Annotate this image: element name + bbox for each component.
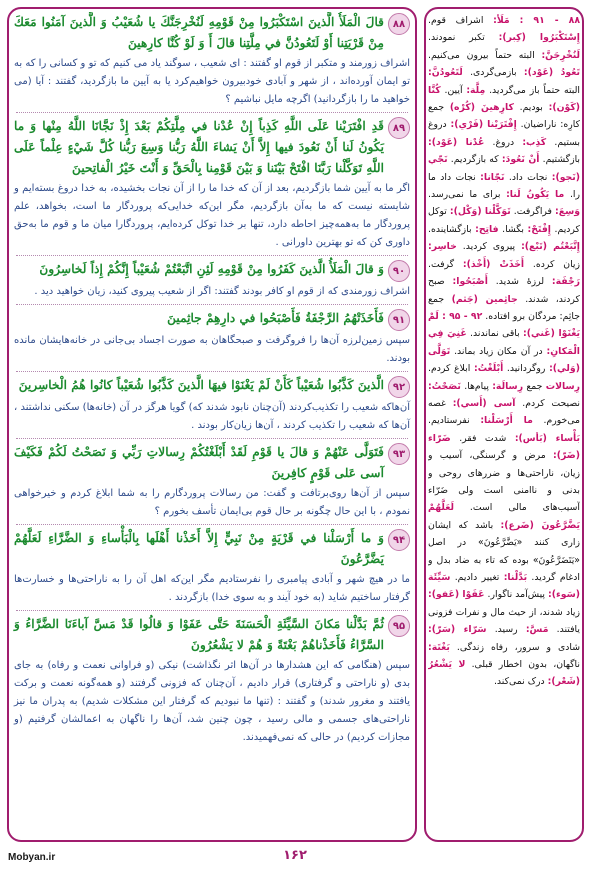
glossary-word: إِتَّبَعْتُم (تَبْع): [521,241,580,253]
glossary-entry [428,363,503,374]
glossary-meaning: پیام‌ها. [464,380,493,392]
glossary-meaning: آیین. [444,84,467,96]
glossary-meaning: ناگهان، بدون اخطار قبلی. [471,659,580,671]
glossary-word: ضَرّاء (ضَرّ): [428,432,580,462]
glossary-word: سَيِّئَة (سَوء): [428,572,580,601]
glossary-meaning: پیش‌آمد ناگوار. [487,589,549,601]
glossary-word: تَوَكَّلْنا (وَكْل): [449,206,511,218]
glossary-word: مَسَّ: [525,624,549,636]
glossary-meaning: برای ما نمی‌رسد. [428,189,507,201]
verse-arabic-text: قَدِ افْتَرَيْنا عَلَى اللَّهِ كَذِباً إِنْ عُدْنا في مِلَّتِكُمْ بَعْدَ إِذْ نَجَّانَا اللَّهُ مِنْها وَ ما يَكُونُ لَنا أَنْ نَعُودَ فيها إِلاَّ أَنْ يَشاءَ اللَّهُ رَبُّنا وَسِعَ رَبُّنا كُلَّ شَيْءٍ عِلْماً عَلَى اللَّهِ تَوَكَّلْنا رَبَّنَا افْتَحْ بَيْنَنا وَ بَيْنَ قَوْمِنا بِالْحَقِّ وَ أَنْتَ خَيْرُ الْفاتِحينَ [14,119,384,175]
glossary-word: لَعَلَّهُمْ يَضَّرَّعُونَ (ضَرع): [428,502,580,531]
verse-block [14,528,410,607]
glossary-meaning: نصیحت کردم. [522,397,580,409]
glossary-word: كارِهينَ (كُرْه) [449,102,514,114]
glossary-entry [428,224,499,235]
glossary-meaning: پیروی کردید. [462,241,522,253]
glossary-word: بَأْساء (بَأس): [514,432,580,444]
glossary-entry [493,137,547,148]
verse-row [14,308,410,331]
verse-row [14,12,410,54]
verse-number-badge: ۸۹ [388,117,410,139]
glossary-word: أَصْبَحُوا: [452,276,488,288]
glossary-word: أَنْ نَعُودَ: [501,154,540,166]
verse-number-badge: ۹۲ [388,376,410,398]
glossary-meaning: البته حتماً بیرون می‌کنیم. [428,49,542,61]
glossary-root: (أَسي): [452,397,494,409]
glossary-meaning: نفرستادیم. [428,415,481,427]
glossary-word: فاتِح: [475,223,499,235]
glossary-entry [428,259,524,270]
glossary-word: ما يَكُونُ لَنا: [506,189,565,201]
glossary-word: جاثِمين (جَثم) [451,293,518,305]
glossary-word: رَجْفَة: [551,276,580,288]
glossary-word: نَصَحْتُ: [428,380,461,392]
verse-arabic-text: وَ قالَ الْمَلَأُ الَّذينَ كَفَرُوا مِنْ قَوْمِهِ لَئِنِ اتَّبَعْتُمْ شُعَيْباً إِنَّكُمْ إِذاً لَخاسِرُونَ [39,262,384,276]
glossary-word: نَجّانا: [480,171,505,183]
verse-translation: سپس از آن‌ها روی‌برتافت و گفت: من رسالات پروردگارم را به شما ابلاغ کردم و خیرخواهی نمودم ، با این حال چگونه بر حال قوم بی‌ایمان تأسف بخورم ؟ [14,488,410,517]
glossary-meaning: زیاد شدند، از حیث مال و نفرات فزونی یافتند. [428,606,580,636]
glossary-root: (كِبر): [498,32,540,44]
glossary-meaning: بازمی‌گردی. [470,67,524,79]
verse-divider [16,371,408,372]
glossary-word: إِسْتَكْبَرُوا [539,32,580,44]
verse-block [14,116,410,252]
verse-number-badge: ۹۰ [388,260,410,282]
glossary-entry [496,276,580,287]
glossary-meaning: ابلاغ کردم. [428,363,474,375]
glossary-entry [502,224,551,235]
verse-number-badge: ۹۳ [388,443,410,465]
verse-translation: اگر ما به آیین شما بازگردیم، بعد از آن که خدا ما را از آن نجات بخشیده، به خدا دروغ بسته‌ایم و شایسته نیست که ما به‌آن بازگردیم، مگر این‌که خدایی‌که پروردگار ما است، بخواهد، علم پروردگار ما به‌همه‌چیز احاطه دارد، تنها بر خدا توکل کرده‌ایم، پروردگارا میان ما و قوم ما به‌حق داوری کن که تو بهترین داورانی . [14,183,410,248]
glossary-word: ما أَرْسَلْنا: [480,415,533,427]
verse-block [14,442,410,521]
glossary-meaning: صبح کردند، شدند. [428,276,580,305]
verse-divider [16,524,408,525]
verse-block [14,308,410,368]
verse-arabic-text: فَتَوَلَّى عَنْهُمْ وَ قالَ يا قَوْمِ لَقَدْ أَبْلَغْتُكُمْ رِسالاتِ رَبِّي وَ نَصَحْتُ لَكُمْ فَكَيْفَ آسى عَلى قَوْمٍ كافِرينَ [14,445,384,480]
page-number: ۱۶۲ [283,848,307,863]
verse-block [14,12,410,109]
glossary-meaning: بودیم. [519,102,549,114]
glossary-meaning: جمع جاثِم: مردگان برو افتاده. [428,293,580,322]
glossary-word: أَخَذَتْ (أَخْذ): [462,258,525,270]
glossary-word: غَنِيَ فِي الْمَكانِ: [428,328,580,357]
glossary-meaning: مرض و گرسنگی، آسیب و زیان، ناراحتی‌ها و ضررهای روحی و بدنی و ناامنی است ولی ضَرّاء آسیب‌های مالی است. [428,450,580,514]
glossary-entry [495,624,549,635]
glossary-word: تَعُودُ [560,67,580,79]
glossary-meaning: شدت فقر. [459,432,515,444]
glossary-word: عُدْنا (عَوْد): [428,136,485,148]
glossary-word: لَنُخْرِجَنَّ: [541,49,580,61]
glossary-meaning: رسید. [494,624,526,636]
verse-row [14,614,410,656]
verse-number-badge: ۹۱ [388,309,410,331]
glossary-meaning: شادی و سرور، رفاه زندگی. [456,641,580,653]
glossary-word: أَبْلَغْتُ: [473,363,504,375]
glossary-meaning: درک نمی‌کند. [493,676,548,688]
verse-block [14,614,410,747]
glossary-column [428,12,580,840]
glossary-word: كَذِب: [522,136,547,148]
verse-row [14,442,410,484]
glossary-entry [451,154,540,165]
verse-translation: سپس (هنگامی که این هشدارها در آن‌ها اثر نگذاشت) نیکی (و فراوانی نعمت و رفاه) به جای بدی (و ناراحتی و گرفتاری) قرار دادیم ، آن‌چنان که فزونی گرفتند (و همه‌گونه نعمت و برکت یافتند و مغرور شدند) و گفتند : (تنها ما نبودیم که گرفتار این مشکلات شدیم) به پدران ما نیز ناراحتی‌های جسمی و مالی رسید ، چون چنین شد، آن‌ها را ناگهان به اعمالشان گرفتیم (و مجازات کردیم) در حالی که نمی‌فهمیدند. [14,660,410,743]
glossary-entry [445,85,486,96]
glossary-meaning: دروغ بستیم. [428,119,580,148]
glossary-meaning: دروغ. [492,136,523,148]
verse-arabic-text: وَ ما أَرْسَلْنا في قَرْيَةٍ مِنْ نَبِيٍّ إِلاَّ أَخَذْنا أَهْلَها بِالْبَأْساءِ وَ الضَّرَّاءِ لَعَلَّهُمْ يَضَّرَّعُونَ [14,531,384,566]
glossary-meaning: نجات داد ما را. [428,171,580,201]
glossary-word: خاسِر: [428,241,457,253]
glossary-meaning: جمع كارِه: ناراضیان. [428,102,580,131]
verse-block [14,375,410,435]
glossary-entry [523,381,580,392]
glossary-meaning: نجات داد. [508,171,552,183]
verse-translation: اشراف زورمندی که از قوم او کافر بودند گفتند: اگر از شعیب پیروی کنید، زیان خواهید دید . [34,286,410,297]
verse-arabic-text: فَأَخَذَتْهُمُ الرَّجْفَةُ فَأَصْبَحُوا في دارِهِمْ جاثِمينَ [167,311,384,325]
verse-row [14,528,410,570]
glossary-word: ۸۸ - ۹۱ : مَلَأ: [493,15,580,26]
glossary-meaning: تغییر دادیم. [454,572,504,583]
glossary-word: تَوَلَّى (وَلي): [428,345,580,375]
glossary-meaning: البته حتماً باز می‌گردید. [489,84,580,96]
verse-row [14,259,410,282]
glossary-word: إِفْتَحْ: [527,223,551,235]
glossary-entry [464,381,523,392]
glossary-entry [428,32,580,43]
verse-divider [16,255,408,256]
verse-row [14,116,410,179]
glossary-meaning: باقی نماندند. [470,328,524,340]
verse-translation: ما در هیچ شهر و آبادی پیامبری را نفرستادیم مگر این‌که اهل آن را به ناراحتی‌ها و خسارت‌ها گرفتار ساختیم شاید (به خود آیند و به سوی خدا) بازگردند . [14,574,410,603]
glossary-meaning: بازگشتیم. [542,154,580,166]
glossary-word: إِفْتَرَيْنا (فَرْي): [450,119,517,131]
glossary-entry [514,206,580,217]
verse-divider [16,438,408,439]
glossary-meaning: توکل کردیم. [428,206,580,235]
glossary-word: نَجّي (نَجو): [428,154,580,183]
verse-divider [16,304,408,305]
verse-divider [16,610,408,611]
glossary-meaning: لرزهٔ شدید. [495,276,552,288]
glossary-word: سَرّاء (سَرّ): [428,624,487,636]
site-label: Mobyan.ir [8,852,56,863]
verse-translation: سپس زمین‌لرزه آن‌ها را فروگرفت و صبحگاهان به صورت اجساد بی‌جانی در خانه‌هایشان مانده بودند. [14,335,410,364]
glossary-meaning: غصه می‌خورم. [428,397,580,427]
glossary-word: آسى [493,397,516,409]
glossary-meaning: باشد که ایشان زاری کنند «يَضَّرَّعُونَ» در اصل «يَتَضَرَّعُونَ» بوده که تاء به ضاد بدل و ادغام گردید. [428,519,580,583]
glossary-entry [428,415,533,426]
glossary-entry [455,572,527,583]
glossary-meaning: جمع [523,380,546,392]
glossary-meaning: بازگشاینده. [428,223,476,235]
glossary-entry [428,502,580,583]
glossary-word: لا يَشْعُرُ (شَعْر): [428,659,580,688]
glossary-meaning: تکبر نمودند. [428,32,499,44]
verse-arabic-text: قالَ الْمَلَأُ الَّذينَ اسْتَكْبَرُوا مِنْ قَوْمِهِ لَنُخْرِجَنَّكَ يا شُعَيْبُ وَ الَّذينَ آمَنُوا مَعَكَ مِنْ قَرْيَتِنا أَوْ لَتَعُودُنَّ في مِلَّتِنا قالَ أَ وَ لَوْ كُنَّا كارِهينَ [14,15,384,50]
verse-block [14,259,410,301]
glossary-root: (عَوْد): [523,67,561,79]
glossary-word: وَسِعَ: [555,206,580,218]
verse-translation: اشراف زورمند و متکبر از قوم او گفتند : ای شعیب ، سوگند یاد می کنیم که تو و کسانی را که به تو ایمان آورده‌اند ، از شهر و آبادی خودبیرون خواهیم‌کرد یا به آیین ما بازگردید، گفتند : آیا (می خواهید ما را بازگردانید) اگرچه مایل نباشیم ؟ [14,58,410,105]
glossary-word: بَغْتَة: [428,641,450,653]
glossary-word: رِسالَة: [492,380,524,392]
glossary-entry [463,241,580,252]
glossary-word: مِلَّة: [466,84,486,96]
verse-arabic-text: الَّذينَ كَذَّبُوا شُعَيْباً كَأَنْ لَمْ يَغْنَوْا فيهَا الَّذينَ كَذَّبُوا شُعَيْباً كانُوا هُمُ الْخاسِرينَ [18,378,384,392]
glossary-meaning: که بازگردیم. [450,154,502,166]
glossary-word: ۹۲ - ۹۵ : لَمْ يَغْنَوْا (غَني): [428,310,580,340]
glossary-word: عَفَوْا (عَفو): [428,589,485,601]
glossary-meaning: گرفت. [428,258,463,270]
verse-divider [16,112,408,113]
glossary-word: بَدَّلْنا: [503,572,528,583]
glossary-entry [459,433,580,444]
verse-row [14,375,410,398]
verse-arabic-text: ثُمَّ بَدَّلْنا مَكانَ السَّيِّئَةِ الْحَسَنَةَ حَتَّى عَفَوْا وَ قالُوا قَدْ مَسَّ آباءَنَا الضَّرَّاءُ وَ السَّرَّاءُ فَأَخَذْناهُمْ بَغْتَةً وَ هُمْ لا يَشْعُرُونَ [14,617,384,652]
glossary-entry [470,67,580,78]
glossary-entry [428,15,580,26]
glossary-meaning: روگردانید. [506,363,550,375]
verse-translation: آن‌هاکه شعیب را تکذیب‌کردند (آن‌چنان نابود شدند که) گویا هرگز در آن (خانه‌ها) سکنی نداشتند ، آن‌ها که شعیب را تکذیب کردند ، آن‌ها زیان‌کار بودند . [14,402,410,431]
glossary-meaning: زیان کرده. [532,258,580,270]
glossary-entry [428,189,564,200]
glossary-word: كُنَّا (كَوْن): [428,84,580,114]
verse-number-badge: ۸۸ [388,13,410,35]
verse-number-badge: ۹۵ [388,615,410,637]
glossary-word: رِسالات [545,380,580,392]
verses-column [12,12,412,840]
glossary-meaning: فراگرفت. [513,206,555,218]
glossary-meaning: بگشا. [502,223,528,235]
glossary-entry [428,50,580,61]
glossary-meaning: در آن مکان زیاد بماند. [454,345,547,357]
glossary-word: لَتَعُودُنَّ: [428,67,463,79]
verse-number-badge: ۹۴ [388,529,410,551]
glossary-meaning: اشراف قوم. [428,15,494,26]
